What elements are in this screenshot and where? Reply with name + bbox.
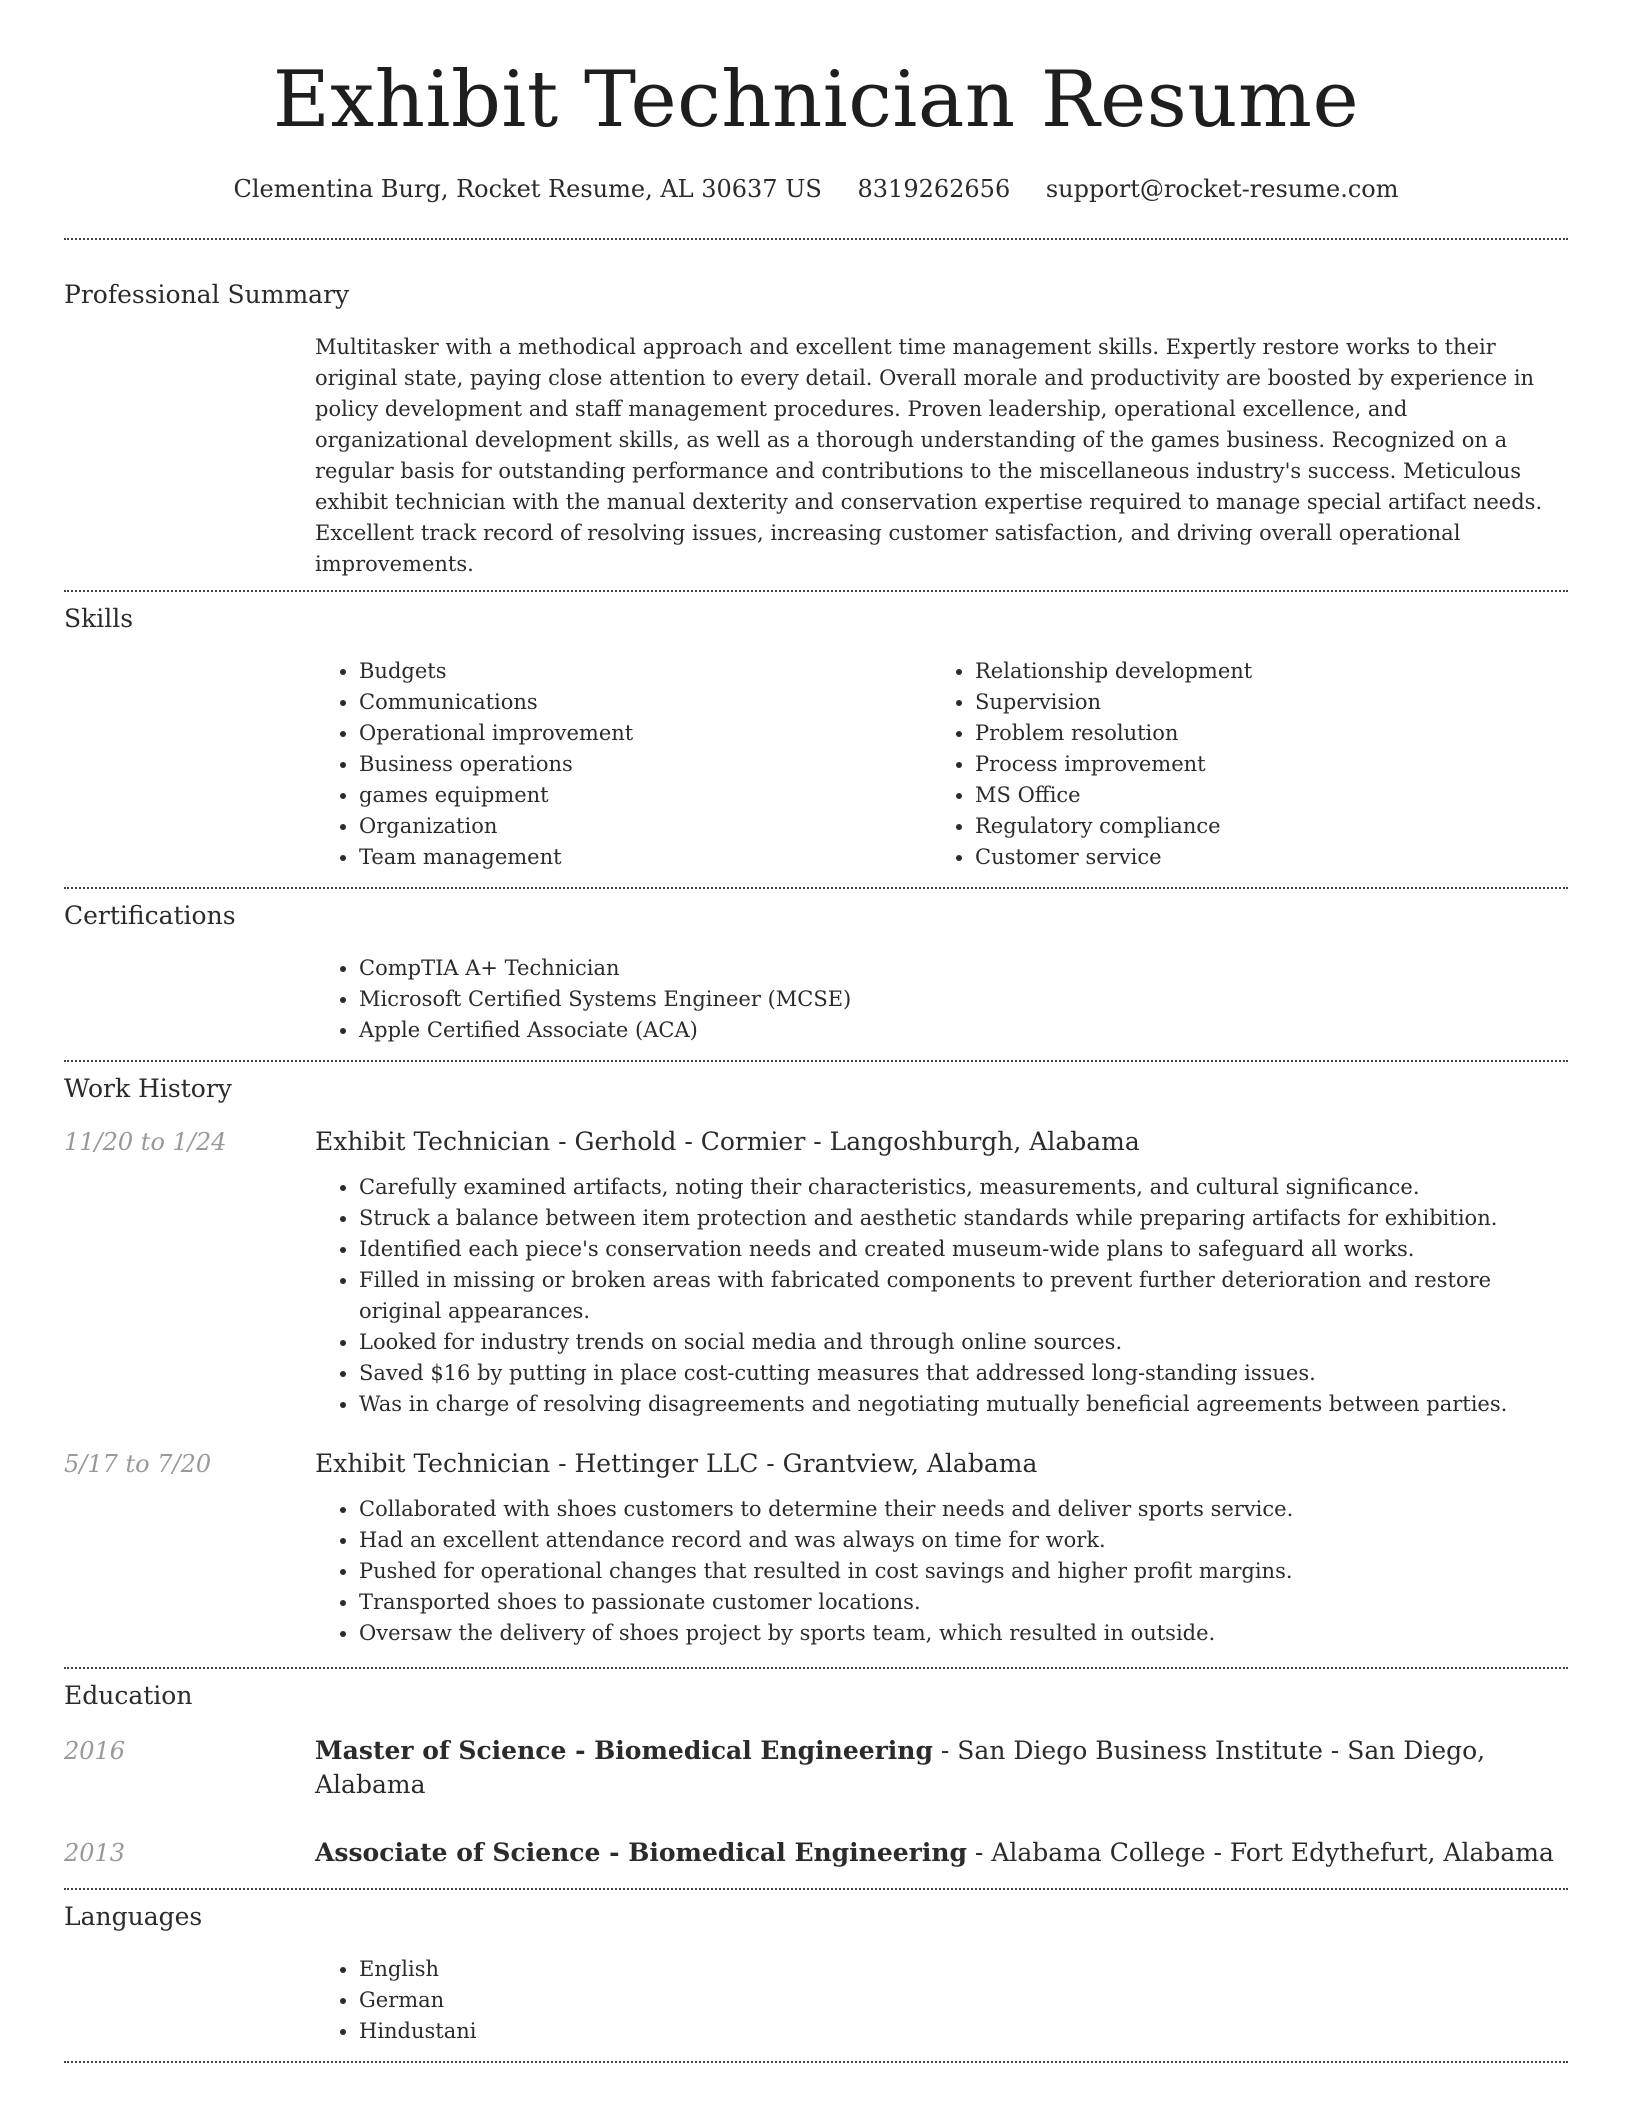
- certifications-section: [64, 889, 1568, 1046]
- job-bullets: [315, 1172, 1568, 1420]
- skills-list-right: [975, 656, 1568, 873]
- list-item: • Struck a balance between item protection and aesthetic standards while preparing artifacts for exhibition.: [359, 1203, 1568, 1234]
- list-item: • Transported shoes to passionate customer locations.: [359, 1587, 1568, 1618]
- section-heading-work: Work History: [64, 1074, 232, 1103]
- languages-section: [64, 1890, 1568, 2047]
- list-item: • Communications: [359, 687, 975, 718]
- list-item: • Collaborated with shoes customers to determine their needs and deliver sports service.: [359, 1494, 1568, 1525]
- list-item: • Carefully examined artifacts, noting their characteristics, measurements, and cultural significance.: [359, 1172, 1568, 1203]
- job-dates: 11/20 to 1/24: [64, 1128, 227, 1156]
- education-year: 2013: [64, 1839, 126, 1867]
- job-entry: [64, 1447, 1568, 1649]
- page-title: Exhibit Technician Resume: [272, 55, 1360, 145]
- list-item: • Pushed for operational changes that resulted in cost savings and higher profit margins.: [359, 1556, 1568, 1587]
- education-entry: [64, 1734, 1568, 1802]
- summary-text: Multitasker with a methodical approach and excellent time management skills. Expertly restore works to their original state, paying close attention to every detail. Overall morale and productivity are boosted by experience in policy development and staff management procedures. Proven leadership, operational excellence, and organizational development skills, as well as a thorough understanding of the games business. Recognized on a regular basis for outstanding performance and contributions to the miscellaneous industry's success. Meticulous exhibit technician with the manual dexterity and conservation expertise required to manage special artifact needs. Excellent track record of resolving issues, increasing customer satisfaction, and driving overall operational improvements.: [315, 335, 1543, 576]
- list-item: • Filled in missing or broken areas with fabricated components to prevent further deterioration and restore original appearances.: [359, 1265, 1568, 1327]
- list-item: • Problem resolution: [975, 718, 1568, 749]
- education-degree: Associate of Science - Biomedical Engineering: [315, 1838, 967, 1867]
- section-heading-summary: Professional Summary: [64, 280, 350, 309]
- list-item: • Organization: [359, 811, 975, 842]
- contact-phone: 8319262656: [857, 175, 1011, 203]
- resume-header: [64, 0, 1568, 204]
- languages-list: [315, 1954, 1568, 2047]
- job-bullets: [315, 1494, 1568, 1649]
- section-heading-certifications: Certifications: [64, 901, 236, 930]
- skills-section: [64, 592, 1568, 873]
- contact-email: support@rocket-resume.com: [1045, 175, 1399, 203]
- list-item: • Process improvement: [975, 749, 1568, 780]
- list-item: • Regulatory compliance: [975, 811, 1568, 842]
- list-item: • Oversaw the delivery of shoes project by sports team, which resulted in outside.: [359, 1618, 1568, 1649]
- list-item: • Customer service: [975, 842, 1568, 873]
- list-item: • Apple Certified Associate (ACA): [359, 1015, 1568, 1046]
- education-institution: - Alabama College - Fort Edythefurt, Alabama: [966, 1838, 1554, 1867]
- list-item: • Saved $16 by putting in place cost-cutting measures that addressed long-standing issues.: [359, 1358, 1568, 1389]
- job-title: Exhibit Technician - Hettinger LLC - Grantview, Alabama: [315, 1449, 1038, 1478]
- list-item: • Team management: [359, 842, 975, 873]
- list-item: • Microsoft Certified Systems Engineer (MCSE): [359, 984, 1568, 1015]
- list-item: • Identified each piece's conservation needs and created museum-wide plans to safeguard all works.: [359, 1234, 1568, 1265]
- list-item: • English: [359, 1954, 1568, 1985]
- education-year: 2016: [64, 1737, 126, 1765]
- skills-list-left: [315, 656, 975, 873]
- certifications-list: [315, 953, 1568, 1046]
- section-heading-education: Education: [64, 1681, 193, 1710]
- list-item: • Looked for industry trends on social media and through online sources.: [359, 1327, 1568, 1358]
- list-item: • Had an excellent attendance record and was always on time for work.: [359, 1525, 1568, 1556]
- list-item: • Hindustani: [359, 2016, 1568, 2047]
- education-degree: Master of Science - Biomedical Engineering: [315, 1736, 933, 1765]
- job-entry: [64, 1125, 1568, 1420]
- list-item: • Budgets: [359, 656, 975, 687]
- list-item: • Relationship development: [975, 656, 1568, 687]
- list-item: • Operational improvement: [359, 718, 975, 749]
- section-divider: [64, 2061, 1568, 2063]
- education-section: [64, 1669, 1568, 1870]
- job-dates: 5/17 to 7/20: [64, 1450, 212, 1478]
- list-item: • CompTIA A+ Technician: [359, 953, 1568, 984]
- list-item: • Supervision: [975, 687, 1568, 718]
- job-title: Exhibit Technician - Gerhold - Cormier - Langoshburgh, Alabama: [315, 1127, 1140, 1156]
- education-entry: [64, 1836, 1568, 1870]
- summary-section: [64, 240, 1568, 580]
- section-heading-skills: Skills: [64, 604, 134, 633]
- section-heading-languages: Languages: [64, 1902, 203, 1931]
- list-item: • MS Office: [975, 780, 1568, 811]
- work-history-section: [64, 1062, 1568, 1649]
- list-item: • games equipment: [359, 780, 975, 811]
- list-item: • Business operations: [359, 749, 975, 780]
- education-institution: - San Diego Business Institute - San Diego, Alabama: [315, 1736, 1486, 1799]
- contact-address: Clementina Burg, Rocket Resume, AL 30637 US: [233, 175, 822, 203]
- contact-line: [64, 174, 1568, 204]
- list-item: • German: [359, 1985, 1568, 2016]
- list-item: • Was in charge of resolving disagreements and negotiating mutually beneficial agreements between parties.: [359, 1389, 1568, 1420]
